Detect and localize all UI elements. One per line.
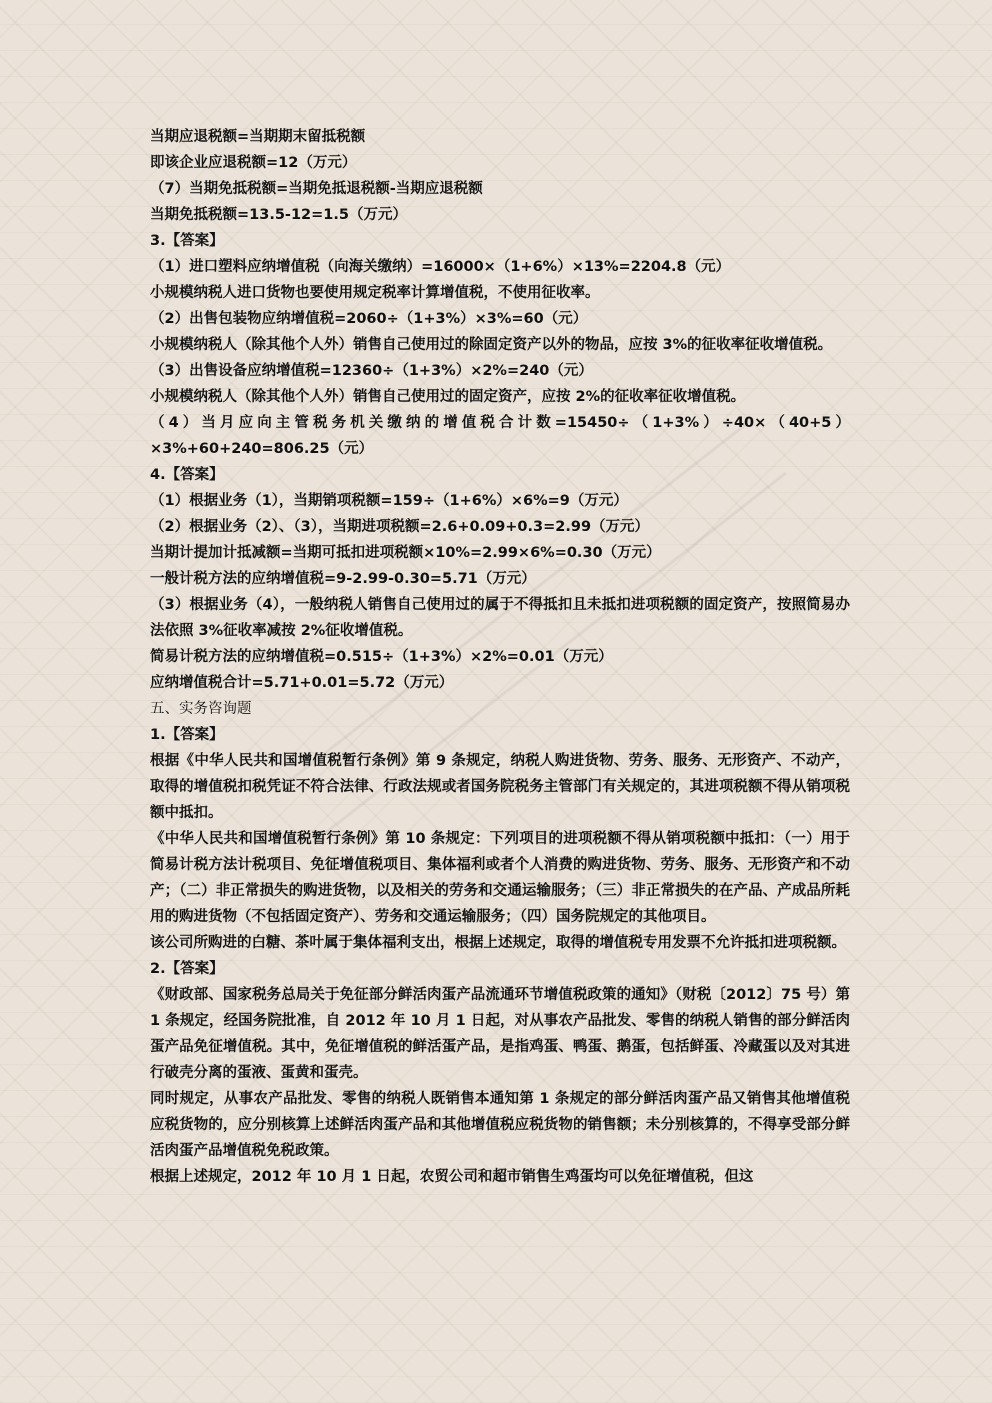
text-line: 小规模纳税人进口货物也要使用规定税率计算增值税，不使用征收率。 xyxy=(150,285,600,301)
text-line: （2）根据业务（2）、（3），当期进项税额=2.6+0.09+0.3=2.99（万元） xyxy=(150,519,650,535)
text-paragraph: 《财政部、国家税务总局关于免征部分鲜活肉蛋产品流通环节增值税政策的通知》（财税〔2012〕75 号）第 1 条规定，经国务院批准，自 2012 年 10 月 1 日起，对从事农产品批发、零售的纳税人销售的部分鲜活肉蛋产品免征增值税。其中，免征增值税的鲜活蛋产品，是指鸡蛋、鸭蛋、鹅蛋，包括鲜蛋、冷藏蛋以及对其进行破壳分离的蛋液、蛋黄和蛋壳。 xyxy=(150,987,850,1081)
text-paragraph: 同时规定，从事农产品批发、零售的纳税人既销售本通知第 1 条规定的部分鲜活肉蛋产品又销售其他增值税应税货物的，应分别核算上述鲜活肉蛋产品和其他增值税应税货物的销售额；未分别核算的，不得享受部分鲜活肉蛋产品增值税免税政策。 xyxy=(150,1091,850,1159)
text-paragraph: 小规模纳税人（除其他个人外）销售自己使用过的固定资产，应按 2%的征收率征收增值税。 xyxy=(150,389,746,405)
text-paragraph: 根据上述规定，2012 年 10 月 1 日起，农贸公司和超市销售生鸡蛋均可以免征增值税，但这 xyxy=(150,1169,754,1185)
document-body xyxy=(150,124,850,1190)
text-line: 应纳增值税合计=5.71+0.01=5.72（万元） xyxy=(150,675,454,691)
text-line: 当期计提加计抵减额=当期可抵扣进项税额×10%=2.99×6%=0.30（万元） xyxy=(150,545,661,561)
text-line: （7）当期免抵税额=当期免抵退税额-当期应退税额 xyxy=(150,181,483,197)
text-paragraph: 小规模纳税人（除其他个人外）销售自己使用过的除固定资产以外的物品，应按 3%的征收率征收增值税。 xyxy=(150,337,833,353)
text-paragraph: （4）当月应向主管税务机关缴纳的增值税合计数=15450÷（1+3%）÷40×（40+5）×3%+60+240=806.25（元） xyxy=(150,415,850,457)
section-heading: 五、实务咨询题 xyxy=(150,701,252,717)
answer-heading: 3.【答案】 xyxy=(150,233,224,249)
text-line: （3）出售设备应纳增值税=12360÷（1+3%）×2%=240（元） xyxy=(150,363,593,379)
answer-heading: 1.【答案】 xyxy=(150,727,224,743)
text-line: 当期应退税额=当期期末留抵税额 xyxy=(150,129,366,145)
text-line: （1）进口塑料应纳增值税（向海关缴纳）=16000×（1+6%）×13%=2204.8（元） xyxy=(150,259,731,275)
text-line: （2）出售包装物应纳增值税=2060÷（1+3%）×3%=60（元） xyxy=(150,311,588,327)
text-paragraph: 该公司所购进的白糖、茶叶属于集体福利支出，根据上述规定，取得的增值税专用发票不允许抵扣进项税额。 xyxy=(150,935,846,951)
text-line: 当期免抵税额=13.5-12=1.5（万元） xyxy=(150,207,407,223)
answer-heading: 4.【答案】 xyxy=(150,467,224,483)
text-paragraph: 根据《中华人民共和国增值税暂行条例》第 9 条规定，纳税人购进货物、劳务、服务、无形资产、不动产，取得的增值税扣税凭证不符合法律、行政法规或者国务院税务主管部门有关规定的，其进项税额不得从销项税额中抵扣。 xyxy=(150,753,850,821)
text-paragraph: （3）根据业务（4），一般纳税人销售自己使用过的属于不得抵扣且未抵扣进项税额的固定资产，按照简易办法依照 3%征收率减按 2%征收增值税。 xyxy=(150,597,850,639)
answer-heading: 2.【答案】 xyxy=(150,961,224,977)
text-line: 即该企业应退税额=12（万元） xyxy=(150,155,357,171)
text-line: 一般计税方法的应纳增值税=9-2.99-0.30=5.71（万元） xyxy=(150,571,536,587)
text-paragraph: 《中华人民共和国增值税暂行条例》第 10 条规定：下列项目的进项税额不得从销项税额中抵扣：（一）用于简易计税方法计税项目、免征增值税项目、集体福利或者个人消费的购进货物、劳务、服务、无形资产和不动产；（二）非正常损失的购进货物，以及相关的劳务和交通运输服务；（三）非正常损失的在产品、产成品所耗用的购进货物（不包括固定资产）、劳务和交通运输服务；（四）国务院规定的其他项目。 xyxy=(150,831,850,925)
text-line: 简易计税方法的应纳增值税=0.515÷（1+3%）×2%=0.01（万元） xyxy=(150,649,613,665)
text-line: （1）根据业务（1），当期销项税额=159÷（1+6%）×6%=9（万元） xyxy=(150,493,628,509)
